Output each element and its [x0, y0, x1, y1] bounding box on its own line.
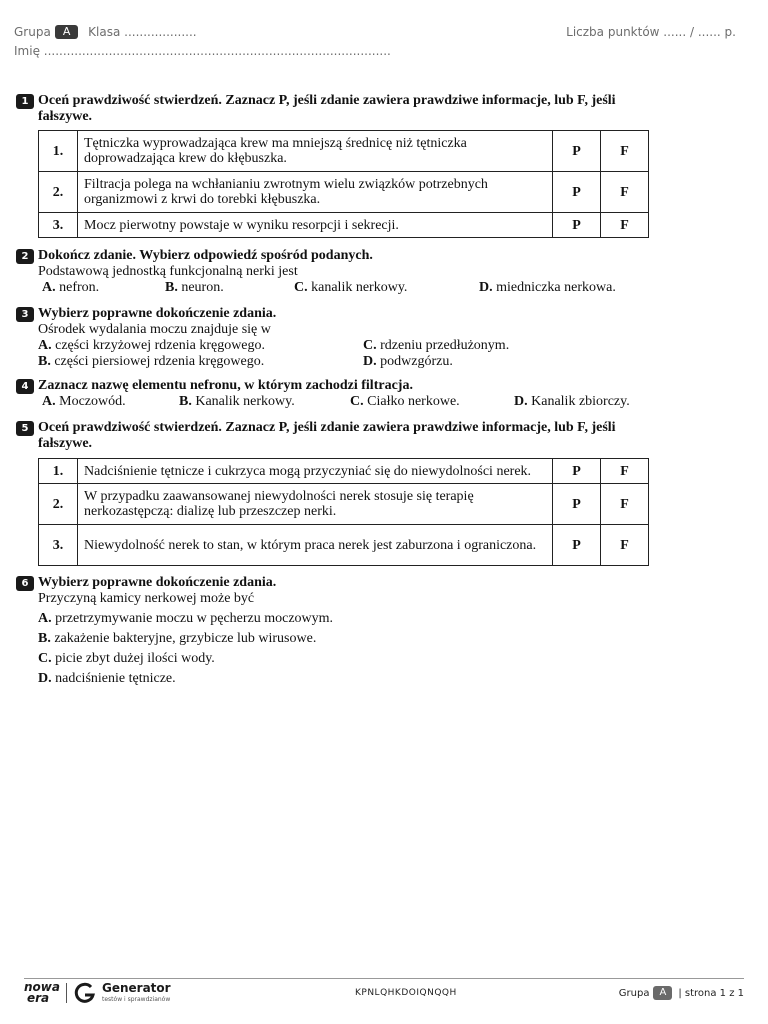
false-option[interactable]: F: [601, 484, 649, 525]
row-number: 3.: [39, 213, 78, 238]
answer-option[interactable]: C. rdzeniu przedłużonym.: [363, 338, 510, 353]
generator-title: Generator: [102, 981, 171, 995]
question-6: [16, 575, 656, 687]
group-badge: A: [653, 986, 672, 1000]
false-option[interactable]: F: [601, 213, 649, 238]
question-number: 5: [16, 421, 34, 436]
question-number: 6: [16, 576, 34, 591]
footer-divider: [24, 978, 744, 979]
question-header: [16, 248, 656, 264]
answer-option[interactable]: A. części krzyżowej rdzenia kręgowego.: [38, 338, 266, 353]
answer-option[interactable]: B. neuron.: [165, 280, 224, 295]
question-header: [16, 420, 656, 452]
true-option[interactable]: P: [553, 484, 601, 525]
answer-option[interactable]: C. Ciałko nerkowe.: [350, 394, 460, 409]
class-field: Klasa ...................: [88, 25, 197, 39]
answer-option[interactable]: B. zakażenie bakteryjne, grzybicze lub wirusowe.: [38, 631, 317, 646]
row-number: 3.: [39, 525, 78, 566]
true-option[interactable]: P: [553, 172, 601, 213]
question-instruction: Dokończ zdanie. Wybierz odpowiedź spośród podanych.: [38, 248, 373, 263]
table-row: [39, 172, 649, 213]
answer-option[interactable]: D. Kanalik zbiorczy.: [514, 394, 630, 409]
question-2: [16, 248, 656, 296]
header-group: [14, 25, 197, 39]
question-number: 4: [16, 379, 34, 394]
row-number: 1.: [39, 459, 78, 484]
true-false-table-5: [38, 458, 649, 566]
question-instruction: Zaznacz nazwę elementu nefronu, w którym zachodzi filtracja.: [38, 378, 413, 393]
row-number: 2.: [39, 172, 78, 213]
row-number: 1.: [39, 131, 78, 172]
test-code: KPNLQHKDOIQNQQH: [355, 988, 457, 998]
answer-options: [16, 394, 656, 410]
question-number: 1: [16, 94, 34, 109]
question-header: [16, 93, 656, 125]
true-option[interactable]: P: [553, 525, 601, 566]
question-header: [16, 306, 656, 322]
table-row: [39, 131, 649, 172]
statement: Nadciśnienie tętnicze i cukrzyca mogą przyczyniać się do niewydolności nerek.: [78, 459, 553, 484]
answer-option[interactable]: B. Kanalik nerkowy.: [179, 394, 295, 409]
false-option[interactable]: F: [601, 525, 649, 566]
table-row: [39, 484, 649, 525]
answer-options: [16, 280, 656, 296]
question-stem: Przyczyną kamicy nerkowej może być: [38, 591, 255, 606]
question-number: 3: [16, 307, 34, 322]
false-option[interactable]: F: [601, 131, 649, 172]
answer-option[interactable]: A. przetrzymywanie moczu w pęcherzu moczowym.: [38, 611, 334, 626]
true-option[interactable]: P: [553, 459, 601, 484]
answer-options: [16, 354, 656, 370]
true-option[interactable]: P: [553, 213, 601, 238]
answer-option[interactable]: A. Moczowód.: [42, 394, 126, 409]
question-instruction: Oceń prawdziwość stwierdzeń. Zaznacz P, jeśli zdanie zawiera prawdziwe informacje, lub F, jeśli fałszywe.: [38, 93, 616, 124]
question-header: [16, 378, 656, 394]
statement: Filtracja polega na wchłanianiu zwrotnym wielu związków potrzebnych organizmowi z krwi do torebki kłębuszka.: [78, 172, 553, 213]
row-number: 2.: [39, 484, 78, 525]
group-badge: A: [55, 25, 79, 39]
logo-separator: [66, 983, 67, 1003]
nowa-era-logo: nowa era: [24, 980, 60, 1005]
question-number: 2: [16, 249, 34, 264]
question-3: [16, 306, 656, 370]
answer-option[interactable]: D. miedniczka nerkowa.: [479, 280, 616, 295]
statement: Mocz pierwotny powstaje w wyniku resorpcji i sekrecji.: [78, 213, 553, 238]
statement: Tętniczka wyprowadzająca krew ma mniejszą średnicę niż tętniczka doprowadzająca krew do kłębuszka.: [78, 131, 553, 172]
table-row: [39, 213, 649, 238]
statement: Niewydolność nerek to stan, w którym praca nerek jest zaburzona i ograniczona.: [78, 525, 553, 566]
false-option[interactable]: F: [601, 459, 649, 484]
points-field: Liczba punktów ...... / ...... p.: [566, 25, 736, 39]
true-false-table-1: [38, 130, 649, 238]
page-info: Grupa A | strona 1 z 1: [618, 987, 744, 999]
group-label: Grupa: [14, 25, 51, 39]
answer-option[interactable]: D. podwzgórzu.: [363, 354, 453, 369]
name-field: Imię ...........................................................................................: [14, 44, 391, 58]
table-row: [39, 525, 649, 566]
question-header: [16, 575, 656, 591]
question-stem: Podstawową jednostką funkcjonalną nerki jest: [38, 264, 298, 279]
answer-options: [16, 338, 656, 354]
answer-option[interactable]: B. części piersiowej rdzenia kręgowego.: [38, 354, 265, 369]
question-instruction: Wybierz poprawne dokończenie zdania.: [38, 306, 277, 321]
false-option[interactable]: F: [601, 172, 649, 213]
answer-option[interactable]: D. nadciśnienie tętnicze.: [38, 671, 176, 686]
answer-option[interactable]: A. nefron.: [42, 280, 100, 295]
question-1: [16, 93, 656, 125]
answer-option[interactable]: C. picie zbyt dużej ilości wody.: [38, 651, 215, 666]
question-stem: Ośrodek wydalania moczu znajduje się w: [38, 322, 271, 337]
generator-subtitle: testów i sprawdzianów: [102, 996, 171, 1003]
question-5: [16, 420, 656, 452]
answer-option[interactable]: C. kanalik nerkowy.: [294, 280, 408, 295]
question-4: [16, 378, 656, 410]
table-row: [39, 459, 649, 484]
statement: W przypadku zaawansowanej niewydolności nerek stosuje się terapię nerkozastępczą: dializę lub przeszczep nerki.: [78, 484, 553, 525]
question-instruction: Oceń prawdziwość stwierdzeń. Zaznacz P, jeśli zdanie zawiera prawdziwe informacje, lub F, jeśli fałszywe.: [38, 420, 616, 451]
generator-logo-icon: [74, 982, 96, 1004]
true-option[interactable]: P: [553, 131, 601, 172]
question-instruction: Wybierz poprawne dokończenie zdania.: [38, 575, 277, 590]
